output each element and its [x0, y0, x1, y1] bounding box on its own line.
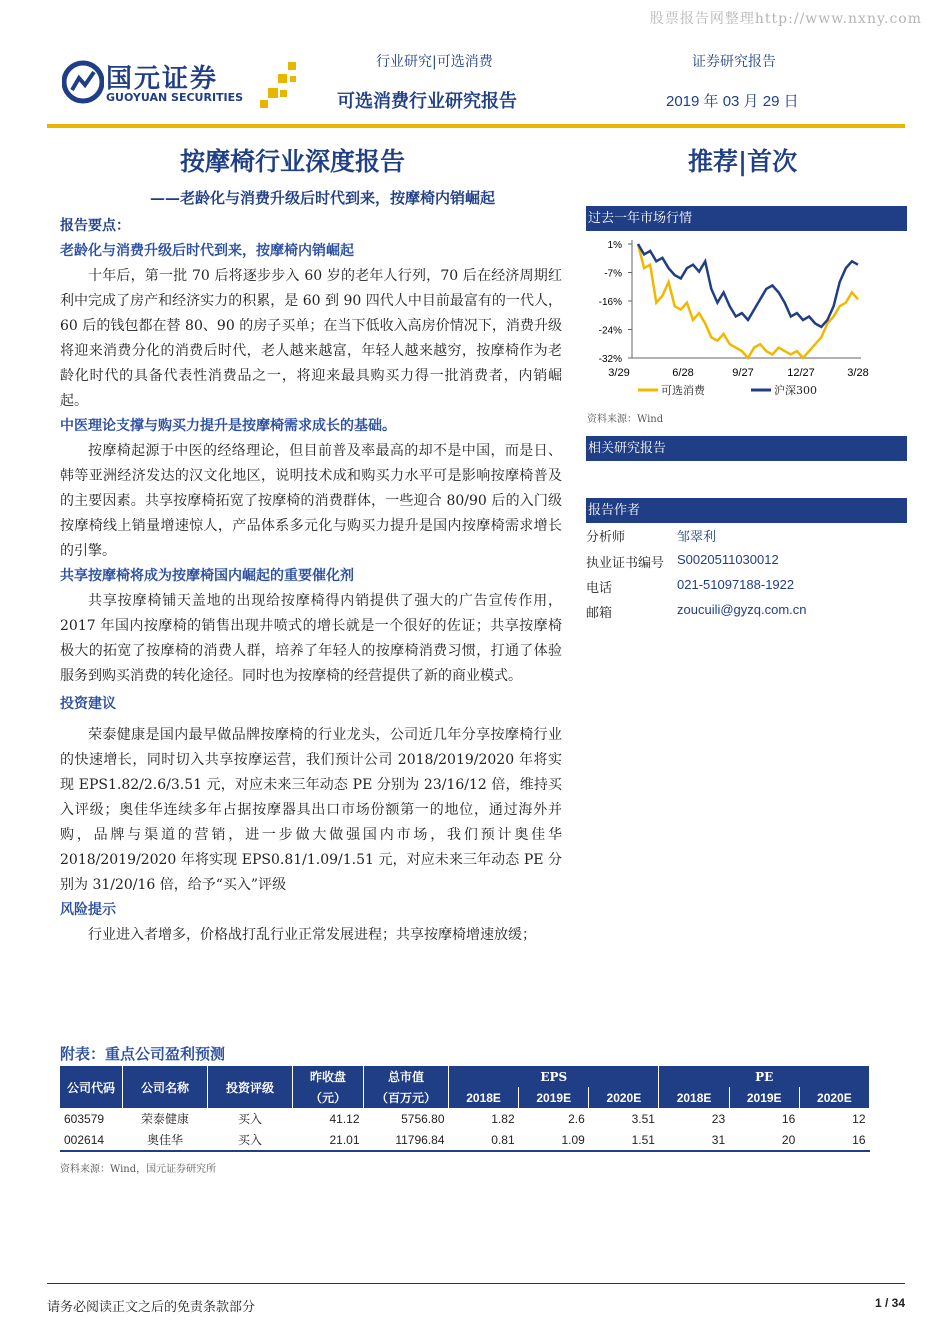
series-line-hs300 — [638, 244, 858, 327]
section-heading: 投资建议 — [60, 696, 116, 712]
authors-info — [586, 524, 905, 624]
col-header-code: 公司代码 — [60, 1066, 123, 1108]
col-year: 2018E — [659, 1087, 729, 1108]
section-paragraph: 共享按摩椅铺天盖地的出现给按摩椅得内销提供了强大的广告宣传作用，2017 年国内按摩椅的销售出现井喷式的增长就是一个很好的佐证；共享按摩椅极大的拓宽了按摩椅的消费人群，培养了年轻人的按摩椅消费习惯，打通了体验服务到购买消费的转化途径。同时也为按摩椅的经营提供了新的商业模式。 — [60, 593, 562, 684]
x-tick-label: 3/29 — [608, 367, 630, 379]
cell-pe: 31 — [659, 1129, 729, 1151]
logo-squares-icon — [260, 62, 304, 108]
col-year: 2019E — [729, 1087, 799, 1108]
email-label: 邮箱 — [586, 606, 613, 621]
y-tick-label: -7% — [604, 268, 622, 280]
x-tick-label: 3/28 — [847, 367, 869, 379]
series-line-consumer — [638, 244, 858, 358]
phone-number: 021-51097188-1922 — [677, 577, 795, 592]
forecast-table — [60, 1066, 870, 1152]
author-label: 分析师 — [586, 530, 626, 545]
table-row — [60, 1108, 870, 1129]
license-label: 执业证书编号 — [586, 556, 665, 571]
phone-label: 电话 — [586, 581, 613, 596]
y-tick-label: -32% — [598, 354, 622, 365]
report-type: 证券研究报告 — [692, 54, 776, 70]
license-number: S0020511030012 — [677, 552, 779, 567]
cell-code: 603579 — [64, 1111, 105, 1126]
legend-label-consumer: 可选消费 — [661, 384, 705, 397]
col-year: 2020E — [589, 1087, 659, 1108]
section-paragraph: 荣泰健康是国内最早做品牌按摩椅的行业龙头，公司近几年分享按摩椅行业的快速增长，同时切入共享按摩运营，我们预计公司 2018/2019/2020 年将实现 EPS1.82/2.6/3.51 元，对应未来三年动态 PE 分别为 23/16/12 倍，维持买入评级；奥佳华连续多年占据按摩器具出口市场份额第一的地位，通过海外并购，品牌与渠道的营销，进一步做大做强国内市场，我们预计奥佳华 2018/2019/2020 年将实现 EPS0.81/1.09/1.51 元，对应未来三年动态 PE 分别为 31/20/16 倍，给予“买入”评级 — [60, 727, 562, 893]
col-header-close-unit: （元） — [293, 1087, 364, 1108]
chart-source: 资料来源：Wind — [587, 414, 664, 425]
cell-eps: 0.81 — [449, 1129, 519, 1151]
col-header-close: 昨收盘 — [293, 1066, 364, 1087]
col-year: 2020E — [799, 1087, 869, 1108]
x-tick-label: 12/27 — [787, 367, 815, 379]
report-body — [60, 214, 562, 948]
table-row — [60, 1129, 870, 1151]
y-tick-label: -24% — [598, 325, 622, 337]
col-header-rating: 投资评级 — [208, 1066, 293, 1108]
cell-pe: 12 — [852, 1111, 866, 1126]
y-tick-label: 1% — [607, 240, 622, 251]
related-reports-title: 相关研究报告 — [586, 436, 907, 461]
section-paragraph: 行业进入者增多，价格战打乱行业正常发展进程；共享按摩椅增速放缓； — [88, 927, 536, 943]
report-name: 可选消费行业研究报告 — [337, 91, 517, 112]
logo-english: GUOYUAN SECURITIES — [106, 91, 244, 104]
cell-eps: 1.51 — [589, 1129, 659, 1151]
market-line-chart — [586, 234, 905, 404]
email-link[interactable]: zoucuili@gyzq.com.cn — [677, 602, 807, 617]
cell-rating: 买入 — [208, 1129, 293, 1151]
cell-cap: 11796.84 — [364, 1129, 449, 1151]
legend-label-hs300: 沪深300 — [774, 384, 817, 397]
section-paragraph: 十年后，第一批 70 后将逐步步入 60 岁的老年人行列，70 后在经济周期红利中完成了房产和经济实力的积累，是 60 到 90 四代人中目前最富有的一代人，60 后的钱包都在替 80、90 的房子买单；在当下低收入高房价情况下，消费升级将迎来消费分化的消费后时代，老人越来越富，年轻人越来越穷，按摩椅作为老龄化时代的具备代表性消费品之一，将迎来最具购买力得一批消费者，内销崛起。 — [60, 268, 562, 409]
authors-title: 报告作者 — [586, 498, 907, 523]
key-points-label: 报告要点： — [60, 218, 130, 234]
section-paragraph: 按摩椅起源于中医的经络理论，但目前普及率最高的却不是中国，而是日、韩等亚洲经济发达的汉文化地区，说明技术成和购买力水平可是影响按摩椅普及的主要因素。共享按摩椅拓宽了按摩椅的消费群体，一些迎合 80/90 后的入门级按摩椅线上销量增速惊人，产品体系多元化与购买力提升是国内按摩椅需求增长的引擎。 — [60, 443, 562, 559]
cell-pe: 16 — [799, 1129, 869, 1151]
report-category: 行业研究|可选消费 — [376, 54, 493, 70]
y-tick-label: -16% — [598, 297, 622, 308]
cell-pe: 23 — [711, 1111, 726, 1126]
cell-eps: 1.82 — [491, 1111, 515, 1126]
cell-cap: 5756.80 — [401, 1111, 445, 1126]
cell-code: 002614 — [60, 1129, 123, 1151]
logo-emblem-icon — [62, 60, 104, 104]
page-number: 1 / 34 — [874, 1296, 905, 1310]
x-tick-label: 9/27 — [732, 367, 754, 379]
col-year: 2019E — [519, 1087, 589, 1108]
page-subtitle: ——老龄化与消费升级后时代到来，按摩椅内销崛起 — [150, 189, 496, 207]
cell-eps: 3.51 — [631, 1111, 655, 1126]
company-logo — [62, 58, 312, 110]
cell-rating: 买入 — [237, 1112, 262, 1126]
col-group-eps: EPS — [449, 1066, 659, 1087]
col-header-name: 公司名称 — [123, 1066, 208, 1108]
section-heading: 老龄化与消费升级后时代到来，按摩椅内销崛起 — [60, 243, 354, 259]
cell-pe: 20 — [729, 1129, 799, 1151]
cell-eps: 2.6 — [568, 1111, 585, 1126]
header-divider — [47, 124, 905, 128]
table-source: 资料来源：Wind，国元证券研究所 — [60, 1164, 217, 1175]
cell-pe: 16 — [781, 1111, 796, 1126]
cell-name: 荣泰健康 — [140, 1112, 189, 1126]
cell-close: 21.01 — [293, 1129, 364, 1151]
section-heading: 中医理论支撑与购买力提升是按摩椅需求成长的基础。 — [60, 418, 396, 434]
forecast-table-title: 附表：重点公司盈利预测 — [60, 1045, 226, 1063]
col-year: 2018E — [449, 1087, 519, 1108]
market-chart-title: 过去一年市场行情 — [586, 206, 907, 231]
col-header-cap-unit: （百万元） — [364, 1087, 449, 1108]
footer-divider — [47, 1283, 905, 1284]
logo-name: 国元证券 — [106, 64, 219, 94]
col-header-cap: 总市值 — [364, 1066, 449, 1087]
cell-name: 奥佳华 — [123, 1129, 208, 1151]
footer-disclaimer[interactable]: 请务必阅读正文之后的免责条款部分 — [47, 1300, 256, 1315]
section-heading: 风险提示 — [60, 902, 116, 918]
cell-close: 41.12 — [329, 1111, 360, 1126]
report-date: 2019 年 03 月 29 日 — [666, 93, 799, 110]
author-name: 邹翠利 — [677, 530, 717, 545]
rating-badge: 推荐|首次 — [688, 147, 798, 176]
cell-eps: 1.09 — [519, 1129, 589, 1151]
watermark: 股票报告网整理http://www.nxny.com — [649, 11, 922, 27]
col-group-pe: PE — [659, 1066, 870, 1087]
x-tick-label: 6/28 — [672, 367, 694, 379]
section-heading: 共享按摩椅将成为按摩椅国内崛起的重要催化剂 — [60, 568, 354, 584]
page-title: 按摩椅行业深度报告 — [180, 147, 406, 176]
